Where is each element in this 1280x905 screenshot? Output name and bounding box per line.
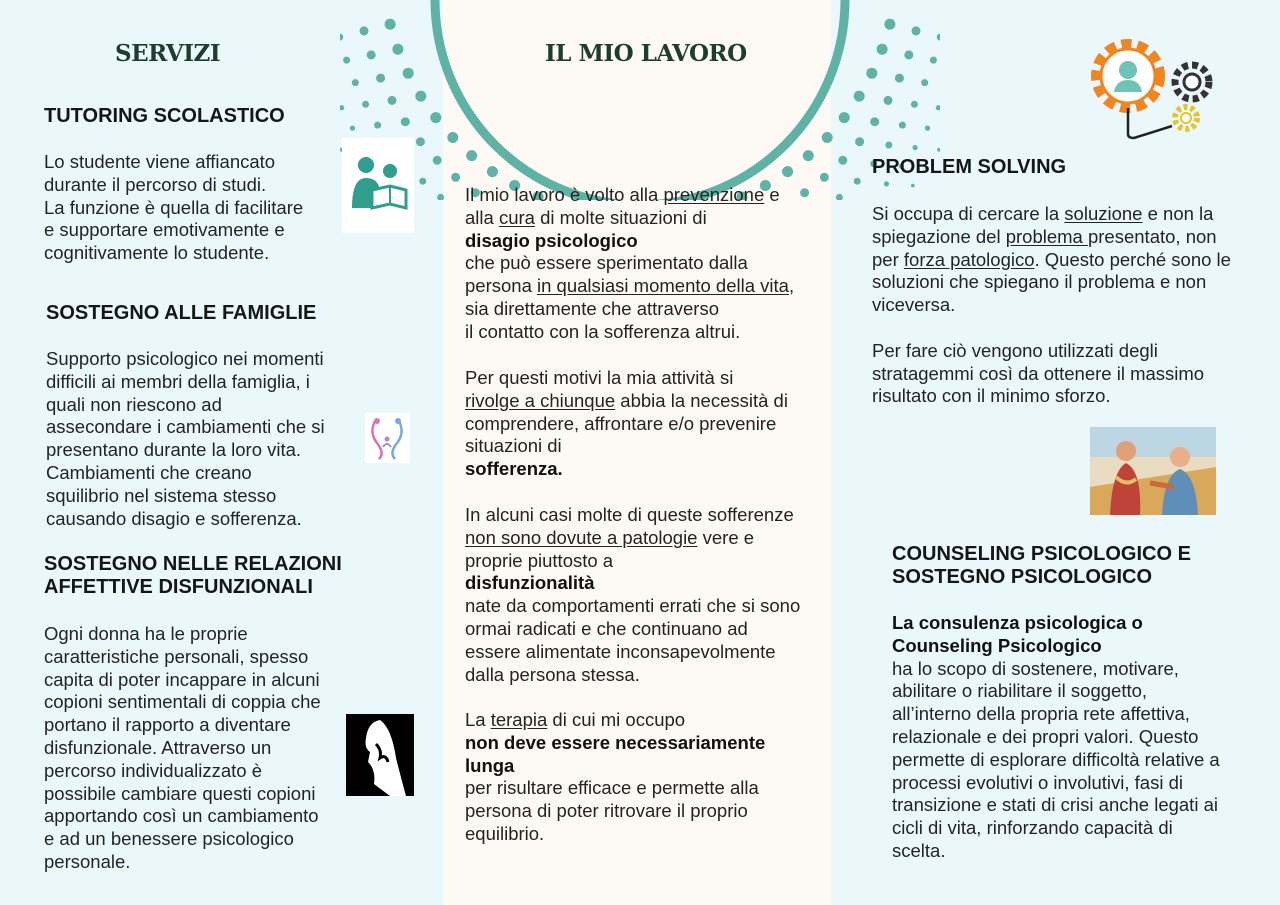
- decor-dot: [884, 96, 893, 105]
- decor-dot: [820, 173, 829, 182]
- decor-dot: [937, 148, 940, 152]
- decor-dot: [911, 184, 915, 188]
- servizi-heading: SERVIZI: [115, 40, 221, 67]
- decor-dot: [838, 156, 847, 165]
- decor-dot: [877, 44, 888, 55]
- reading-tutor-icon: [342, 138, 414, 233]
- problem-solving-text: Si occupa di cercare la soluzione e non la spiegazione del problema presentato, non per forza patologico. Questo perché sono le soluzioni che spiegano il problema e non viceversa. Per fare ciò vengono utilizzati degli stratagemmi così da ottenere il massimo risultato con il minimo sforzo.: [872, 203, 1231, 407]
- decor-dot: [466, 150, 477, 161]
- dark-gear-icon: [1175, 65, 1209, 99]
- decor-dot: [362, 101, 369, 108]
- decor-dot: [433, 156, 442, 165]
- decor-dot: [911, 101, 918, 108]
- decor-dot: [885, 142, 892, 149]
- il-mio-lavoro-heading: IL MIO LAVORO: [545, 40, 747, 67]
- decor-dot: [340, 105, 344, 110]
- decor-dot: [803, 150, 814, 161]
- decor-dot: [921, 79, 928, 86]
- famiglie-text: Supporto psicologico nei momenti difficili ai membri della famiglia, i quali non riescono ad assecondare i cambiamenti che si presentano durante la loro vita. Cambiamenti che creano squilibrio nel sistema stesso causando disagio e sofferenza.: [46, 348, 325, 529]
- decor-dot: [854, 178, 861, 185]
- decor-dot: [936, 105, 940, 110]
- tutoring-title: TUTORING SCOLASTICO: [44, 105, 285, 127]
- decor-dot: [854, 91, 865, 102]
- decor-dot: [930, 57, 937, 64]
- decor-dot: [866, 68, 877, 79]
- decor-dot: [415, 91, 426, 102]
- lavoro-paragraph-2: Per questi motivi la mia attività si rivolge a chiunque abbia la necessità di comprendere, affrontare e/o prevenire situazioni di sofferenza.: [465, 367, 788, 480]
- tutoring-text: Lo studente viene affiancato durante il percorso di studi. La funzione è quella di facilitare e supportare emotivamente e cognitivamente lo studente.: [44, 151, 304, 264]
- orange-gear-icon: [1096, 44, 1160, 108]
- decor-dot: [416, 137, 425, 146]
- decor-dot: [437, 194, 444, 200]
- decor-dot: [350, 126, 355, 131]
- relazioni-text: Ogni donna ha le proprie caratteristiche personali, spesso capita di poter incappare in alcuni copioni sentimentali di coppia che portano il rapporto a diventare disfunzionale. Attraverso un percorso individualizzato è possibile cambiare questi copioni apportando così un cambiamento e ad un benessere psicologico personale.: [44, 623, 321, 872]
- decor-dot: [451, 173, 460, 182]
- decor-dot: [913, 145, 918, 150]
- family-icon: [365, 413, 410, 463]
- decor-dot: [340, 34, 343, 41]
- decor-dot: [899, 122, 906, 129]
- decor-dot: [392, 44, 403, 55]
- counseling-text: La consulenza psicologica o Counseling Psicologico ha lo scopo di sostenere, motivare, abilitare o riabilitare il soggetto, all’interno della propria rete affettiva, relazionale e dei propri valori. Questo permette di esplorare difficoltà relative a processi evolutivi o involutivi, fasi di transizione e stati di crisi anche legati ai cicli di vita, rinforzando capacità di scelta.: [892, 612, 1220, 861]
- decor-dot: [937, 34, 940, 41]
- decor-dot: [904, 50, 913, 59]
- decor-dot: [855, 137, 864, 146]
- lavoro-paragraph-1: Il mio lavoro è volto alla prevenzione e alla cura di molte situazioni di disagio psicologico che può essere sperimentato dalla persona in qualsiasi momento della vita, sia direttamente che attraverso il contatto con la sofferenza altrui.: [465, 184, 795, 342]
- decor-dot: [925, 126, 930, 131]
- decor-dot: [374, 122, 381, 129]
- yellow-gear-icon: [1175, 107, 1197, 129]
- problem-solving-title: PROBLEM SOLVING: [872, 156, 1067, 178]
- decor-dot: [884, 181, 889, 186]
- decor-dot: [836, 194, 843, 200]
- decor-dot: [839, 112, 850, 123]
- decor-dot: [388, 96, 397, 105]
- woman-silhouette-icon: [346, 714, 414, 796]
- relazioni-title: SOSTEGNO NELLE RELAZIONI AFFETTIVE DISFUNZIONALI: [44, 553, 342, 598]
- decor-dot: [343, 57, 350, 64]
- decor-dot: [895, 74, 904, 83]
- lavoro-paragraph-3: In alcuni casi molte di queste sofferenze non sono dovute a patologie vere e proprie piuttosto a disfunzionalità nate da comportamenti errati che si sono ormai radicati e che continuano ad essere alimentate inconsapevolmente dalla persona stessa.: [465, 504, 801, 685]
- decor-dot: [352, 79, 359, 86]
- dotted-arc-decoration: [340, 0, 940, 200]
- decor-dot: [870, 117, 879, 126]
- gears-person-icon: [1088, 36, 1220, 140]
- decor-dot: [419, 178, 426, 185]
- decor-dot: [447, 132, 458, 143]
- decor-dot: [367, 50, 376, 59]
- decor-dot: [403, 68, 414, 79]
- decor-dot: [912, 26, 921, 35]
- decor-dot: [430, 112, 441, 123]
- decor-dot: [822, 132, 833, 143]
- decor-dot: [401, 117, 410, 126]
- counseling-title: COUNSELING PSICOLOGICO E SOSTEGNO PSICOLOGICO: [892, 543, 1191, 588]
- decor-dot: [360, 26, 369, 35]
- counseling-painting: [1090, 427, 1216, 515]
- famiglie-title: SOSTEGNO ALLE FAMIGLIE: [46, 302, 317, 324]
- decor-dot: [782, 166, 793, 177]
- decor-dot: [385, 19, 396, 30]
- decor-dot: [487, 166, 498, 177]
- decor-dot: [884, 19, 895, 30]
- decor-dot: [376, 74, 385, 83]
- lavoro-paragraph-4: La terapia di cui mi occupo non deve essere necessariamente lunga per risultare efficace e permette alla persona di poter ritrovare il proprio equilibrio.: [465, 709, 766, 844]
